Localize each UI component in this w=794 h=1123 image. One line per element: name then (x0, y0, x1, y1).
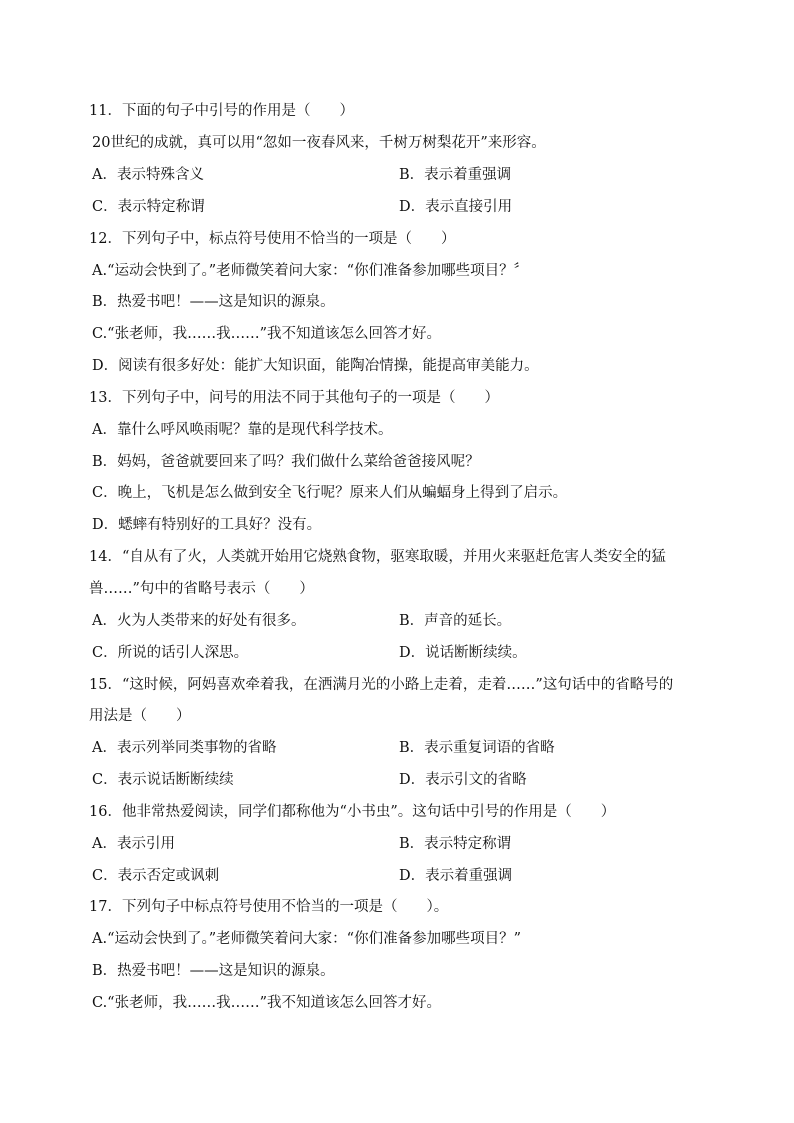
question-13-option-b: B．妈妈，爸爸就要回来了吗？我们做什么菜给爸爸接风呢？ (92, 454, 480, 470)
question-14-option-d: D．说话断断续续。 (399, 645, 527, 661)
question-16-option-b: B．表示特定称谓 (399, 836, 512, 852)
question-text: 下列句子中，标点符号使用不恰当的一项是（ ） (121, 231, 456, 247)
question-16-option-a: A．表示引用 (92, 836, 175, 852)
question-13-option-a: A．靠什么呼风唤雨呢？靠的是现代科学技术。 (92, 422, 393, 438)
question-11-stem (89, 101, 354, 121)
question-text: 下列句子中标点符号使用不恰当的一项是（ ）。 (121, 899, 449, 915)
question-text: 下列句子中，问号的用法不同于其他句子的一项是（ ） (121, 390, 499, 406)
question-12-option-a: A.“运动会快到了。”老师微笑着问大家：“你们准备参加哪些项目？〞 (92, 263, 529, 279)
question-17-option-c: C.“张老师，我……我……”我不知道该怎么回答才好。 (92, 995, 442, 1011)
question-17-option-b: B．热爱书吧！——这是知识的源泉。 (92, 963, 335, 979)
question-number: 17． (89, 899, 122, 915)
question-text: 下面的句子中引号的作用是（ ） (121, 103, 354, 119)
question-number: 14． (89, 549, 122, 565)
question-number: 16． (89, 804, 122, 820)
question-14-stem-continued: 兽……”句中的省略号表示（ ） (89, 581, 314, 597)
question-text: “自从有了火，人类就开始用它烧熟食物，驱寒取暖，并用火来驱赶危害人类安全的猛 (121, 549, 666, 565)
question-12-stem (89, 229, 455, 249)
question-number: 11． (89, 103, 122, 119)
question-15-option-a: A．表示列举同类事物的省略 (92, 740, 277, 756)
question-13-stem (89, 388, 499, 408)
question-11-sentence: 20世纪的成就，真可以用“忽如一夜春风来，千树万树梨花开”来形容。 (92, 135, 546, 151)
question-16-option-d: D．表示着重强调 (399, 868, 513, 884)
question-number: 13． (89, 390, 122, 406)
question-13-option-c: C．晚上，飞机是怎么做到安全飞行呢？原来人们从蝙蝠身上得到了启示。 (92, 485, 568, 501)
question-15-stem-continued: 用法是（ ） (89, 708, 191, 724)
question-15-option-d: D．表示引文的省略 (399, 772, 527, 788)
question-16-stem (89, 802, 615, 822)
question-14-option-c: C．所说的话引人深思。 (92, 645, 249, 661)
question-15-option-c: C．表示说话断断续续 (92, 772, 234, 788)
question-11-option-c: C．表示特定称谓 (92, 199, 205, 215)
question-17-option-a: A.“运动会快到了。”老师微笑着问大家：“你们准备参加哪些项目？” (92, 931, 521, 947)
question-15-stem (89, 675, 673, 695)
question-12-option-d: D．阅读有很多好处：能扩大知识面，能陶冶情操，能提高审美能力。 (92, 358, 539, 374)
question-14-stem (89, 547, 666, 567)
question-number: 12． (89, 231, 122, 247)
question-11-option-b: B．表示着重强调 (399, 167, 512, 183)
question-14-option-a: A．火为人类带来的好处有很多。 (92, 613, 306, 629)
question-14-option-b: B．声音的延长。 (399, 613, 512, 629)
question-12-option-c: C.“张老师，我……我……”我不知道该怎么回答才好。 (92, 326, 442, 342)
question-text: 他非常热爱阅读，同学们都称他为“小书虫”。这句话中引号的作用是（ ） (121, 804, 616, 820)
question-text: “这时候，阿妈喜欢牵着我，在洒满月光的小路上走着，走着……”这句话中的省略号的 (121, 677, 674, 693)
question-17-stem (89, 897, 448, 917)
question-11-option-a: A．表示特殊含义 (92, 167, 204, 183)
question-11-option-d: D．表示直接引用 (399, 199, 513, 215)
question-13-option-d: D．蟋蟀有特别好的工具好？没有。 (92, 517, 322, 533)
question-12-option-b: B．热爱书吧！——这是知识的源泉。 (92, 294, 335, 310)
question-16-option-c: C．表示否定或讽刺 (92, 868, 220, 884)
question-number: 15． (89, 677, 122, 693)
question-15-option-b: B．表示重复词语的省略 (399, 740, 555, 756)
